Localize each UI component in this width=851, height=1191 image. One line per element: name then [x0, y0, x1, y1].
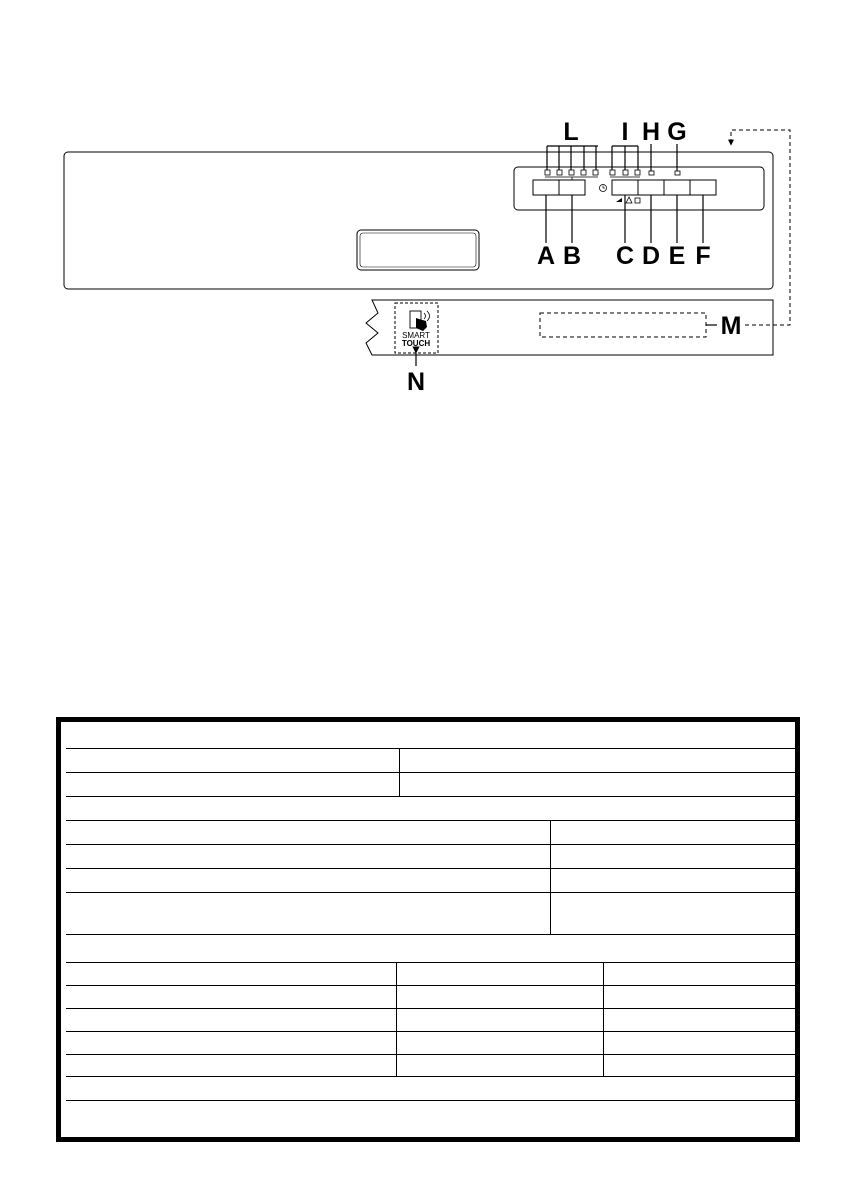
timer-icon — [600, 185, 607, 192]
smart-touch-label-line1: SMART — [402, 331, 430, 340]
button-e[interactable] — [664, 180, 690, 195]
indicator-led-h — [649, 171, 654, 175]
table-row — [66, 1055, 795, 1077]
callout-label-m: M — [720, 312, 742, 340]
table-cell — [66, 935, 795, 962]
callout-label-a: A — [536, 242, 556, 270]
callout-l-leader — [547, 146, 598, 170]
table-cell — [550, 869, 795, 892]
table-row — [66, 986, 795, 1009]
table-row — [66, 821, 795, 845]
table-cell — [399, 773, 795, 796]
callout-label-d: D — [641, 242, 661, 270]
table-cell — [603, 1009, 795, 1031]
table-cell — [66, 727, 795, 748]
table-cell — [399, 749, 795, 772]
button-f[interactable] — [690, 180, 716, 195]
callout-label-b: B — [562, 242, 582, 270]
button-a[interactable] — [533, 180, 559, 195]
control-panel-diagram — [0, 0, 851, 400]
table-cell — [603, 1055, 795, 1076]
table-row — [66, 1032, 795, 1055]
button-b[interactable] — [559, 180, 585, 195]
tablet-icon — [635, 198, 640, 203]
table-row — [66, 963, 795, 986]
table-cell — [66, 1077, 795, 1100]
table-cell — [66, 1009, 396, 1031]
callout-label-f: F — [695, 242, 711, 270]
table-cell — [550, 845, 795, 868]
table-cell — [66, 821, 550, 844]
table-row — [66, 1101, 795, 1139]
table-cell — [603, 986, 795, 1008]
table-cell — [66, 1101, 795, 1139]
table-cell — [396, 1032, 603, 1054]
table-cell — [66, 1055, 396, 1076]
table-cell — [66, 749, 399, 772]
table-row — [66, 1009, 795, 1032]
table-cell — [66, 869, 550, 892]
table-cell — [603, 963, 795, 985]
table-cell — [66, 1032, 396, 1054]
salt-icon — [626, 197, 632, 203]
table-row — [66, 935, 795, 963]
smart-touch-label-line2: TOUCH — [401, 339, 431, 348]
delay-indicator-leds — [610, 170, 640, 175]
program-indicator-leds — [545, 170, 598, 175]
table-row — [66, 773, 795, 797]
table-row — [66, 727, 795, 749]
callout-label-l: L — [563, 118, 579, 146]
indicator-led-g — [675, 171, 680, 175]
table-row — [66, 893, 795, 935]
display-window — [357, 230, 479, 270]
button-d[interactable] — [638, 180, 664, 195]
button-c[interactable] — [612, 180, 638, 195]
callout-label-n: N — [406, 368, 426, 396]
table-cell — [66, 797, 795, 820]
table-row — [66, 749, 795, 773]
table-cell — [66, 845, 550, 868]
table-row — [66, 845, 795, 869]
table-cell — [66, 773, 399, 796]
callout-i-leader — [612, 146, 638, 170]
table-cell — [66, 986, 396, 1008]
table-row — [66, 797, 795, 821]
callout-label-e: E — [668, 242, 686, 270]
table-cell — [66, 963, 396, 985]
table-cell — [396, 1009, 603, 1031]
callout-a-f-leaders — [546, 195, 703, 243]
button-bar — [514, 167, 764, 210]
callout-label-h: H — [641, 118, 661, 146]
rinse-aid-icon — [616, 198, 622, 202]
smart-touch-nfc-icon — [410, 311, 430, 331]
hidden-display-area — [540, 313, 706, 337]
table-row — [66, 869, 795, 893]
table-cell — [66, 893, 550, 934]
specification-table — [56, 717, 800, 1142]
table-cell — [603, 1032, 795, 1054]
table-cell — [550, 893, 795, 934]
callout-label-g: G — [667, 118, 687, 146]
table-cell — [550, 821, 795, 844]
table-cell — [396, 963, 603, 985]
callout-label-i: I — [621, 118, 629, 146]
table-cell — [396, 1055, 603, 1076]
callout-label-c: C — [615, 242, 635, 270]
table-row — [66, 1077, 795, 1101]
control-panel-frame — [64, 152, 773, 289]
table-cell — [396, 986, 603, 1008]
